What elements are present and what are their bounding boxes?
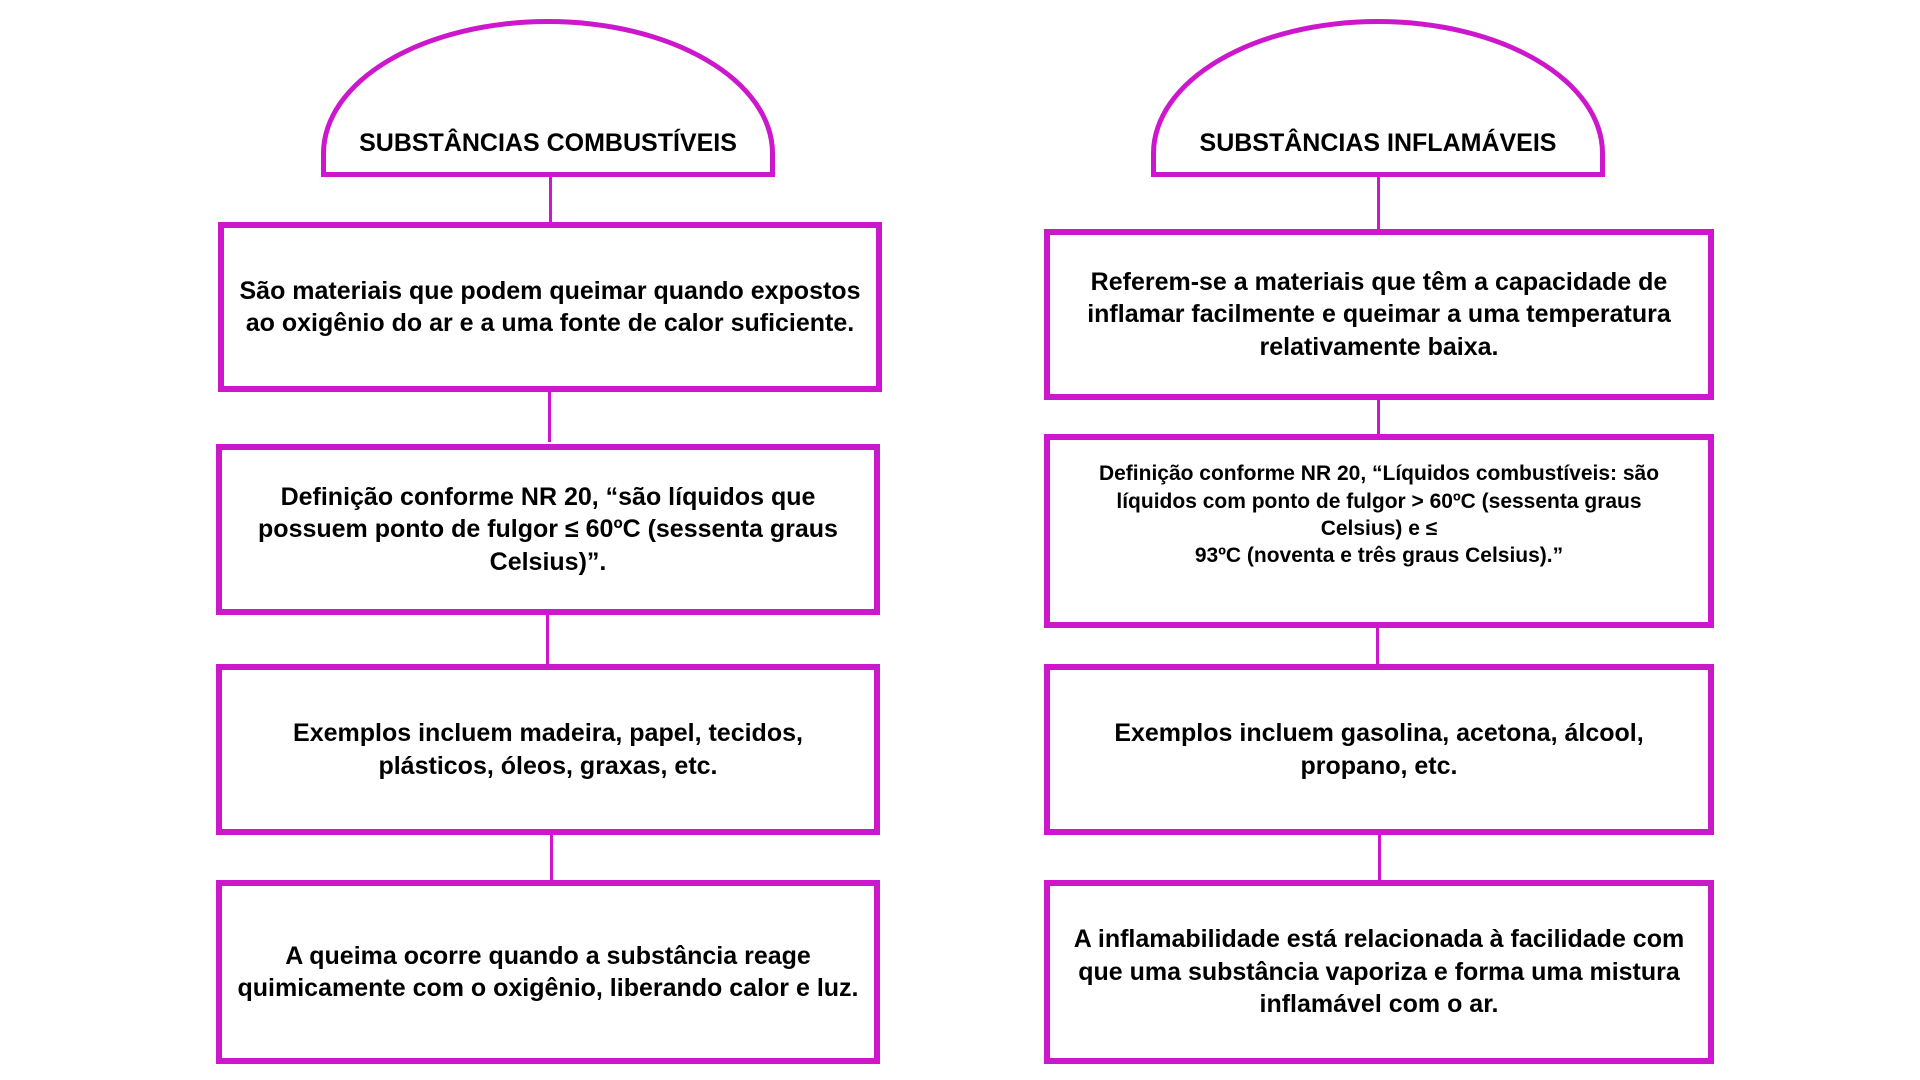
left-connector-2 [548,390,551,442]
left-header-title: SUBSTÂNCIAS COMBUSTÍVEIS [359,128,737,157]
left-box-1 [218,222,882,392]
left-box-2 [216,444,880,615]
right-box-4 [1044,880,1714,1064]
left-connector-4 [550,833,553,883]
right-connector-1 [1377,175,1380,231]
right-header-title: SUBSTÂNCIAS INFLAMÁVEIS [1199,128,1557,157]
left-box-3 [216,664,880,835]
left-box-3-text: Exemplos incluem madeira, papel, tecidos, plásticos, óleos, graxas, etc. [293,719,803,780]
right-header-shape [1151,19,1605,177]
right-box-1-text: Referem-se a materiais que têm a capacidade de inflamar facilmente e queimar a uma temperatura relativamente baixa. [1087,267,1671,361]
right-box-2-text: Definição conforme NR 20, “Líquidos combustíveis: são líquidos com ponto de fulgor > 60ºC (sessenta graus Celsius) e ≤ 93ºC (noventa e três graus Celsius).” [1098,462,1660,568]
left-box-4 [216,880,880,1064]
left-connector-3 [546,614,549,664]
left-box-4-text: A queima ocorre quando a substância reage quimicamente com o oxigênio, liberando calor e luz. [237,941,859,1002]
left-header-shape [321,19,775,177]
right-box-3-text: Exemplos incluem gasolina, acetona, álcool, propano, etc. [1114,719,1644,780]
right-box-2 [1044,434,1714,628]
right-box-1 [1044,229,1714,400]
right-connector-4 [1378,834,1381,884]
right-box-4-text: A inflamabilidade está relacionada à facilidade com que uma substância vaporiza e forma uma mistura inflamável com o ar. [1073,925,1685,1019]
left-box-2-text: Definição conforme NR 20, “são líquidos que possuem ponto de fulgor ≤ 60ºC (sessenta graus Celsius)”. [258,482,838,576]
left-connector-1 [549,175,552,225]
right-box-3 [1044,664,1714,835]
right-connector-2 [1377,398,1380,438]
left-box-1-text: São materiais que podem queimar quando expostos ao oxigênio do ar e a uma fonte de calor suficiente. [239,276,861,337]
